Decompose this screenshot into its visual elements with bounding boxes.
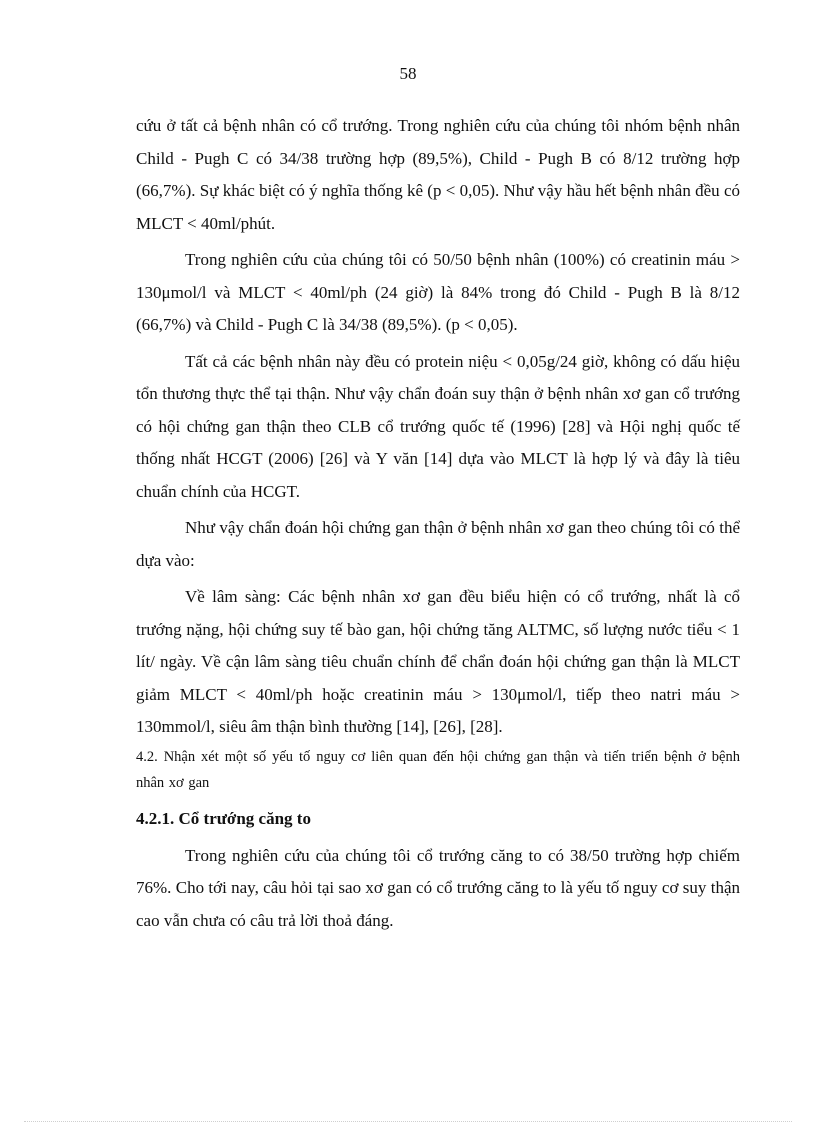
footer-divider <box>24 1121 792 1122</box>
paragraph-ascites-findings: Trong nghiên cứu của chúng tôi cổ trướng căng to có 38/50 trường hợp chiếm 76%. Cho tới nay, câu hỏi tại sao xơ gan có cổ trướng căng to là yếu tố nguy cơ suy thận cao vẫn chưa có câu trả lời thoả đáng. <box>136 845 740 930</box>
page-body <box>136 110 740 941</box>
paragraph-clinical-signs: Về lâm sàng: Các bệnh nhân xơ gan đều biểu hiện có cổ trướng, nhất là cổ trướng nặng, hội chứng suy tế bào gan, hội chứng tăng ALTMC, số lượng nước tiểu < 1 lít/ ngày. Về cận lâm sàng tiêu chuẩn chính để chẩn đoán hội chứng gan thận là MLCT giảm MLCT < 40ml/ph hoặc creatinin máu > 130μmol/l, tiếp theo natri máu > 130mmol/l, siêu âm thận bình thường [14], [26], [28]. <box>136 587 740 736</box>
page-number: 58 <box>399 64 417 83</box>
paragraph-continuation: cứu ở tất cả bệnh nhân có cổ trướng. Trong nghiên cứu của chúng tôi nhóm bệnh nhân Child - Pugh C có 34/38 trường hợp (89,5%), Child - Pugh B có 8/12 trường hợp (66,7%). Sự khác biệt có ý nghĩa thống kê (p < 0,05). Như vậy hầu hết bệnh nhân đều có MLCT < 40ml/phút. <box>136 116 740 233</box>
paragraph-creatinin-results: Trong nghiên cứu của chúng tôi có 50/50 bệnh nhân (100%) có creatinin máu > 130μmol/l và MLCT < 40ml/ph (24 giờ) là 84% trong đó Child - Pugh B là 8/12 (66,7%) và Child - Pugh C là 34/38 (89,5%). (p < 0,05). <box>136 250 740 334</box>
paragraph-diagnosis-criteria: Tất cả các bệnh nhân này đều có protein niệu < 0,05g/24 giờ, không có dấu hiệu tổn thương thực thể tại thận. Như vậy chẩn đoán suy thận ở bệnh nhân xơ gan cổ trướng có hội chứng gan thận theo CLB cổ trướng quốc tế (1996) [28] và Hội nghị quốc tế thống nhất HCGT (2006) [26] và Y văn [14] dựa vào MLCT là hợp lý và đây là tiêu chuẩn chính của HCGT. <box>136 351 740 501</box>
subsection-heading: 4.2.1. Cổ trướng căng to <box>136 808 311 828</box>
paragraph-diagnosis-intro: Như vậy chẩn đoán hội chứng gan thận ở bệnh nhân xơ gan theo chúng tôi có thể dựa vào: <box>136 518 740 570</box>
section-heading: 4.2. Nhận xét một số yếu tố nguy cơ liên quan đến hội chứng gan thận và tiến triển bệnh ở bệnh nhân xơ gan <box>136 748 740 791</box>
